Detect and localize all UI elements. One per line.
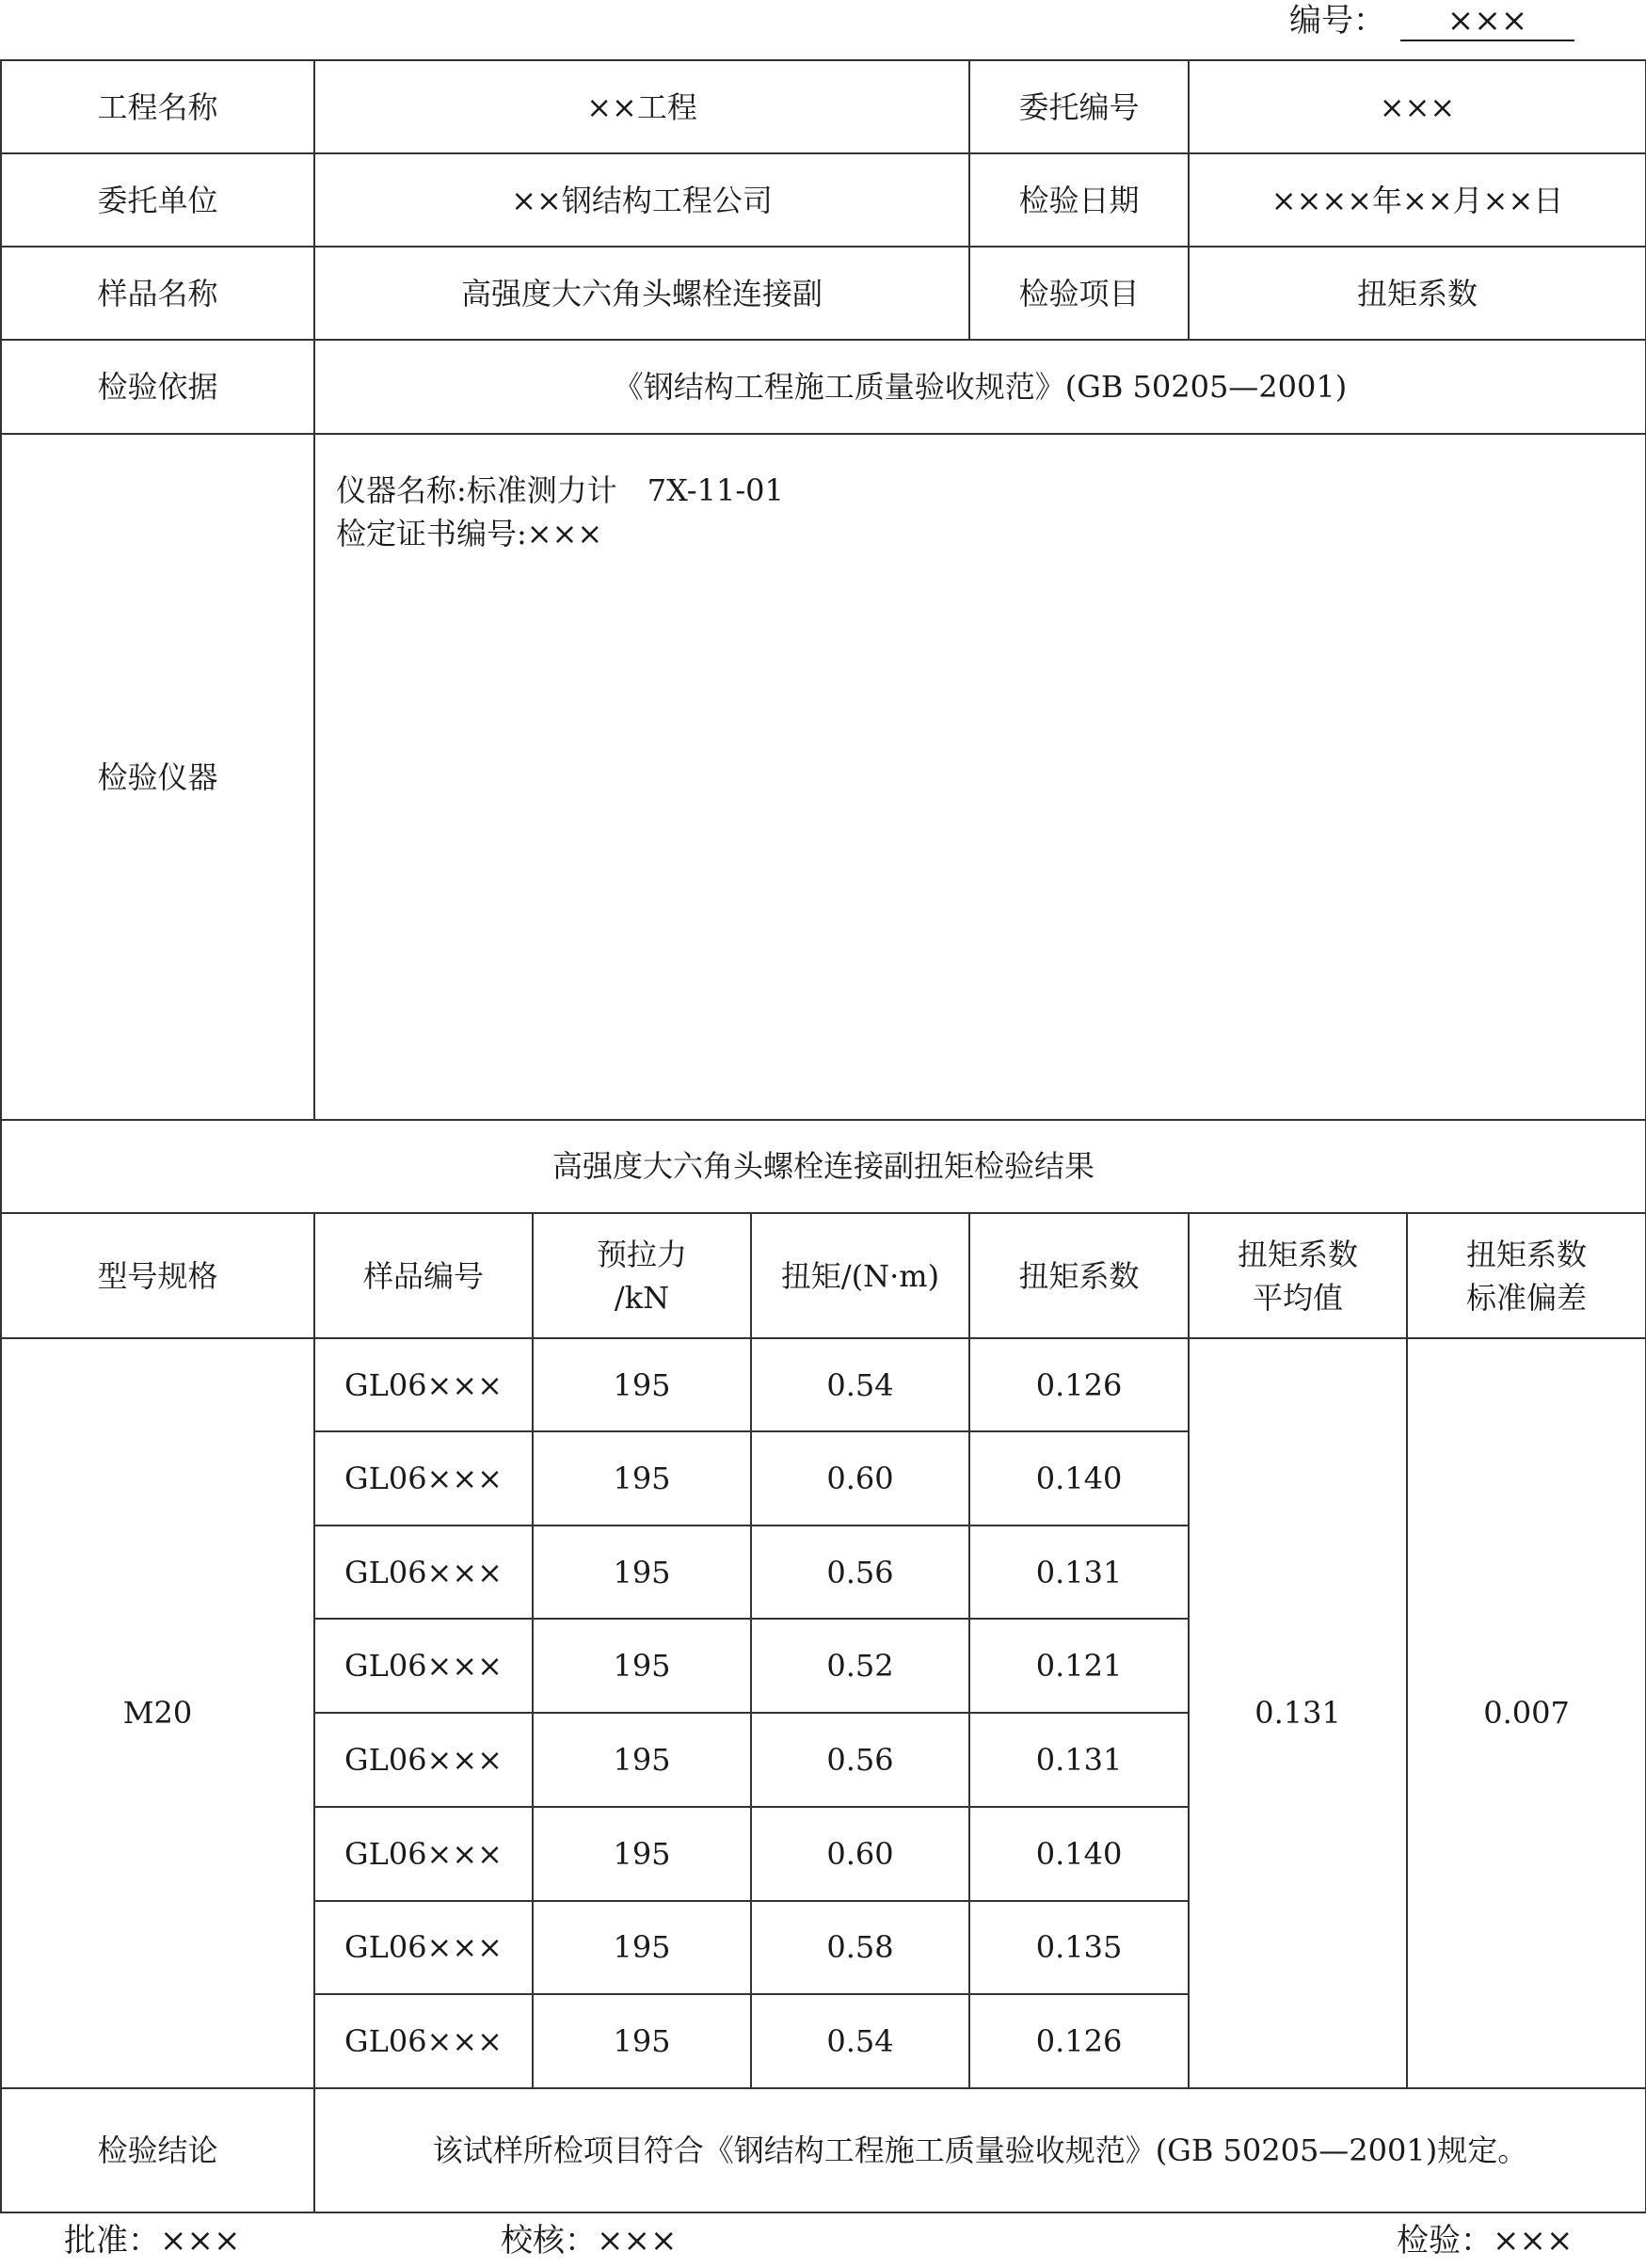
coef-cell: 0.131 — [969, 1525, 1189, 1619]
coef-cell: 0.135 — [969, 1901, 1189, 1994]
commission-no-label: 委托编号 — [969, 60, 1189, 153]
row-client — [1, 153, 1646, 247]
report-number-value: ××× — [1400, 2, 1574, 41]
average-value: 0.131 — [1189, 1338, 1407, 2088]
std-dev-value: 0.007 — [1407, 1338, 1646, 2088]
pretension-cell: 195 — [533, 1807, 751, 1901]
instrument-label: 检验仪器 — [1, 434, 314, 1120]
torque-cell: 0.56 — [751, 1713, 969, 1806]
col-average-line1: 扭矩系数 — [1238, 1236, 1359, 1272]
pretension-cell: 195 — [533, 1994, 751, 2088]
test-item-value: 扭矩系数 — [1189, 247, 1646, 340]
coef-cell: 0.126 — [969, 1338, 1189, 1431]
instrument-detail — [314, 434, 1646, 1120]
sample-no-cell: GL06××× — [314, 1807, 533, 1901]
col-pretension-header — [533, 1213, 751, 1338]
sample-no-cell: GL06××× — [314, 1431, 533, 1525]
pretension-cell: 195 — [533, 1525, 751, 1619]
coef-cell: 0.140 — [969, 1431, 1189, 1525]
row-basis — [1, 340, 1646, 434]
conclusion-label: 检验结论 — [1, 2088, 314, 2212]
instrument-cert: 检定证书编号:××× — [336, 516, 603, 552]
model-value: M20 — [1, 1338, 314, 2088]
sample-no-cell: GL06××× — [314, 1713, 533, 1806]
sample-no-cell: GL06××× — [314, 1619, 533, 1713]
inspect-signature: 检验：××× — [1397, 2222, 1574, 2260]
torque-cell: 0.54 — [751, 1338, 969, 1431]
col-torque-header: 扭矩/(N·m) — [751, 1213, 969, 1338]
report-number-label: 编号： — [1289, 2, 1385, 40]
col-std-line1: 扭矩系数 — [1466, 1236, 1588, 1272]
results-header-row — [1, 1213, 1646, 1338]
sample-no-cell: GL06××× — [314, 1525, 533, 1619]
sample-label: 样品名称 — [1, 247, 314, 340]
row-sample — [1, 247, 1646, 340]
torque-cell: 0.60 — [751, 1807, 969, 1901]
project-label: 工程名称 — [1, 60, 314, 153]
col-model-header: 型号规格 — [1, 1213, 314, 1338]
signature-footer — [0, 2213, 1646, 2260]
sample-no-cell: GL06××× — [314, 1901, 533, 1994]
commission-no-value: ××× — [1189, 60, 1646, 153]
test-date-value: ××××年××月××日 — [1189, 153, 1646, 247]
torque-cell: 0.52 — [751, 1619, 969, 1713]
row-project — [1, 60, 1646, 153]
sample-no-cell: GL06××× — [314, 1994, 533, 2088]
torque-cell: 0.60 — [751, 1431, 969, 1525]
torque-cell: 0.54 — [751, 1994, 969, 2088]
pretension-cell: 195 — [533, 1713, 751, 1806]
col-sample-no-header: 样品编号 — [314, 1213, 533, 1338]
col-coef-header: 扭矩系数 — [969, 1213, 1189, 1338]
col-std-header — [1407, 1213, 1646, 1338]
project-value: ××工程 — [314, 60, 969, 153]
col-std-line2: 标准偏差 — [1466, 1279, 1588, 1316]
coef-cell: 0.131 — [969, 1713, 1189, 1806]
approve-signature: 批准：××× — [64, 2222, 241, 2260]
basis-label: 检验依据 — [1, 340, 314, 434]
col-pretension-line2: /kN — [614, 1279, 670, 1316]
torque-cell: 0.56 — [751, 1525, 969, 1619]
report-number — [1289, 0, 1574, 41]
torque-cell: 0.58 — [751, 1901, 969, 1994]
pretension-cell: 195 — [533, 1431, 751, 1525]
pretension-cell: 195 — [533, 1901, 751, 1994]
sample-no-cell: GL06××× — [314, 1338, 533, 1431]
review-signature: 校核：××× — [501, 2222, 678, 2260]
pretension-cell: 195 — [533, 1338, 751, 1431]
results-title: 高强度大六角头螺栓连接副扭矩检验结果 — [1, 1120, 1646, 1213]
coef-cell: 0.140 — [969, 1807, 1189, 1901]
client-value: ××钢结构工程公司 — [314, 153, 969, 247]
sample-value: 高强度大六角头螺栓连接副 — [314, 247, 969, 340]
col-pretension-line1: 预拉力 — [596, 1236, 687, 1272]
basis-value: 《钢结构工程施工质量验收规范》(GB 50205—2001) — [314, 340, 1646, 434]
client-label: 委托单位 — [1, 153, 314, 247]
inspection-report-table — [0, 59, 1646, 2213]
conclusion-value: 该试样所检项目符合《钢结构工程施工质量验收规范》(GB 50205—2001)规定。 — [314, 2088, 1646, 2212]
row-conclusion — [1, 2088, 1646, 2212]
test-item-label: 检验项目 — [969, 247, 1189, 340]
coef-cell: 0.126 — [969, 1994, 1189, 2088]
table-row — [1, 1338, 1646, 1431]
col-average-line2: 平均值 — [1253, 1279, 1344, 1316]
pretension-cell: 195 — [533, 1619, 751, 1713]
row-instrument — [1, 434, 1646, 1120]
test-date-label: 检验日期 — [969, 153, 1189, 247]
row-results-title — [1, 1120, 1646, 1213]
coef-cell: 0.121 — [969, 1619, 1189, 1713]
instrument-name: 仪器名称:标准测力计 7X-11-01 — [336, 472, 784, 509]
col-average-header — [1189, 1213, 1407, 1338]
